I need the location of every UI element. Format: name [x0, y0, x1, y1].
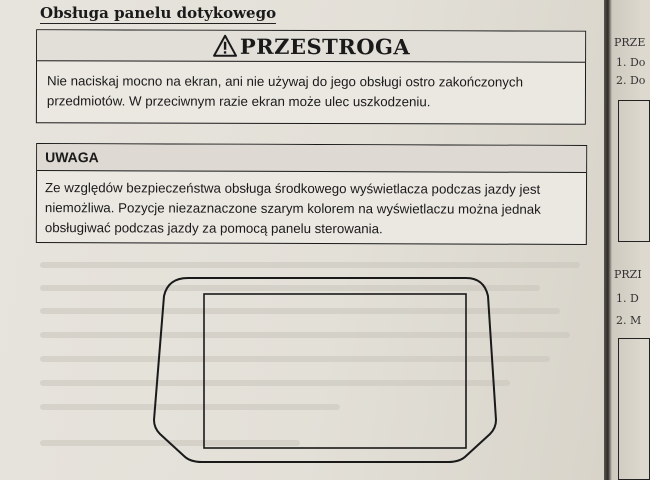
caution-text: Nie naciskaj mocno na ekran, ani nie używaj do jego obsługi ostro zakończonych przedmiotów. W przeciwnym razie ekran może ulec uszkodzeniu. — [46, 73, 524, 110]
bleed-through-text — [40, 262, 580, 268]
panel-bezel — [154, 278, 496, 462]
section-title: Obsługa panelu dotykowego — [40, 4, 277, 22]
note-title: UWAGA — [37, 144, 586, 173]
caution-box — [36, 29, 586, 124]
warning-triangle-icon — [212, 34, 238, 58]
right-page-fragment: PRZI — [614, 268, 642, 281]
right-page-fragment: 2. Do — [616, 74, 646, 87]
right-page-box — [618, 100, 650, 242]
note-box — [36, 143, 587, 245]
caution-title: PRZESTROGA — [239, 33, 411, 59]
right-page-fragment: 2. M — [616, 314, 642, 327]
right-page-fragment: PRZE — [614, 36, 646, 49]
touch-panel-illustration — [148, 270, 500, 480]
right-page-box — [618, 338, 650, 480]
caution-header — [37, 30, 585, 62]
note-text: Ze względów bezpieczeństwa obsługa środkowego wyświetlacza podczas jazdy jest niemożliwa. Pozycje niezaznaczone szarym kolorem na wyświetlaczu można jednak obsługiwać podczas jazdy za pomocą panelu sterowania. — [44, 180, 541, 237]
right-page-fragment: 1. D — [616, 292, 639, 305]
right-page-fragment: 1. Do — [616, 56, 646, 69]
display-screen — [204, 294, 466, 448]
adjacent-page-edge — [604, 0, 646, 480]
